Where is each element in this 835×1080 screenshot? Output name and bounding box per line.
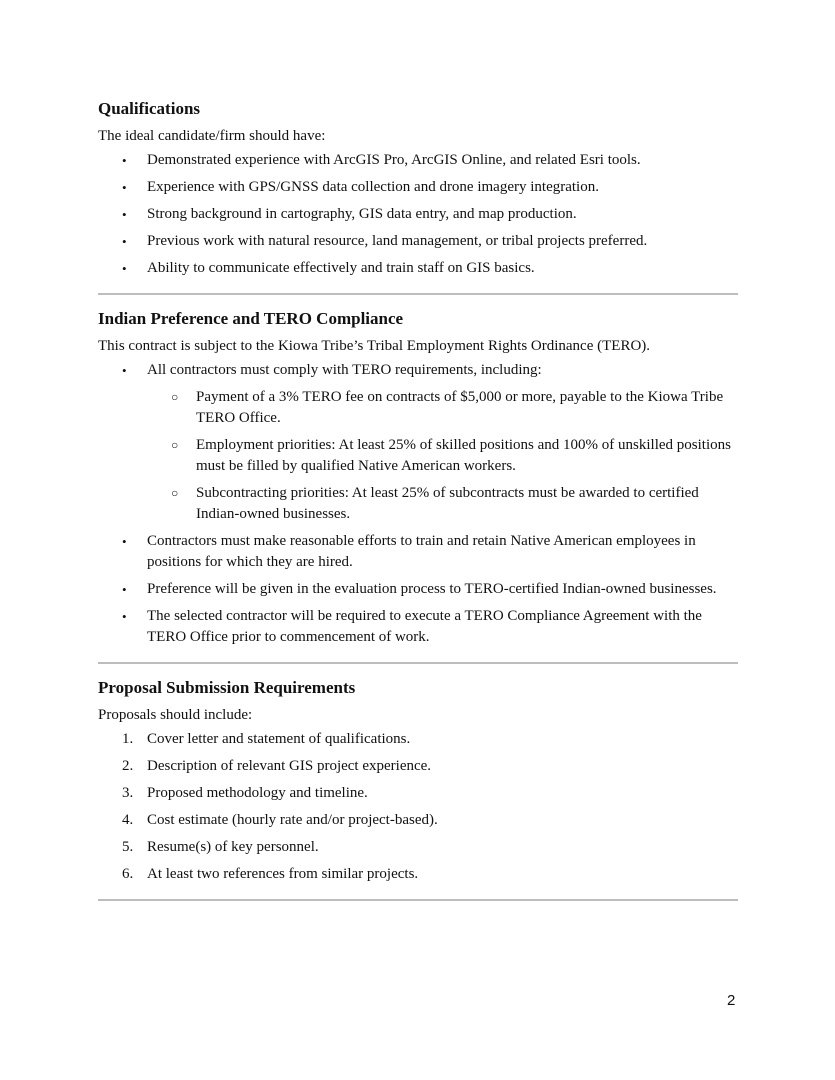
list-item <box>98 837 738 858</box>
list-item <box>98 729 738 750</box>
list-item-text: The selected contractor will be required to execute a TERO Compliance Agreement with the TERO Office prior to commencement of work. <box>147 608 702 645</box>
section-qualifications <box>98 98 738 279</box>
list-item <box>98 606 738 648</box>
bullet-icon: • <box>122 207 127 222</box>
sub-list-item-text: Subcontracting priorities: At least 25% of subcontracts must be awarded to certified Indian-owned businesses. <box>196 485 699 522</box>
sub-list-item-text: Payment of a 3% TERO fee on contracts of $5,000 or more, payable to the Kiowa Tribe TERO Office. <box>196 389 724 426</box>
tero-list <box>98 360 738 648</box>
hollow-bullet-icon: ○ <box>171 438 179 452</box>
section-intro: The ideal candidate/firm should have: <box>98 128 326 144</box>
bullet-icon: • <box>122 363 127 378</box>
section-heading: Indian Preference and TERO Compliance <box>98 309 404 328</box>
list-item-text: Experience with GPS/GNSS data collection and drone imagery integration. <box>147 179 599 195</box>
section-heading: Proposal Submission Requirements <box>98 678 356 697</box>
list-item-text: Resume(s) of key personnel. <box>147 839 319 855</box>
section-divider <box>98 293 738 295</box>
tero-sub-list <box>147 387 738 525</box>
section-proposal-requirements <box>98 677 738 885</box>
bullet-icon: • <box>122 234 127 249</box>
list-number: 4. <box>122 812 134 828</box>
proposal-requirements-list <box>98 729 738 885</box>
list-item <box>98 783 738 804</box>
bullet-icon: • <box>122 153 127 168</box>
list-item-text: Ability to communicate effectively and train staff on GIS basics. <box>147 260 535 276</box>
section-divider <box>98 899 738 901</box>
list-item <box>98 531 738 573</box>
sub-list-item <box>147 387 738 429</box>
list-item-text: Description of relevant GIS project experience. <box>147 758 432 774</box>
list-item <box>98 756 738 777</box>
section-intro: Proposals should include: <box>98 707 253 723</box>
section-heading: Qualifications <box>98 99 201 118</box>
list-number: 6. <box>122 866 134 882</box>
page-number: 2 <box>727 992 736 1009</box>
list-item <box>98 150 738 171</box>
document-page <box>98 98 738 914</box>
list-item <box>98 258 738 279</box>
bullet-icon: • <box>122 609 127 624</box>
list-item-text: At least two references from similar projects. <box>147 866 419 882</box>
list-item-text: Cover letter and statement of qualifications. <box>147 731 411 747</box>
list-item-text: Cost estimate (hourly rate and/or project-based). <box>147 812 438 828</box>
list-item-text: Proposed methodology and timeline. <box>147 785 368 801</box>
section-intro: This contract is subject to the Kiowa Tribe’s Tribal Employment Rights Ordinance (TERO). <box>98 338 651 354</box>
list-item-text: All contractors must comply with TERO requirements, including: <box>147 362 542 378</box>
list-item-text: Previous work with natural resource, land management, or tribal projects preferred. <box>147 233 648 249</box>
list-item-text: Strong background in cartography, GIS data entry, and map production. <box>147 206 577 222</box>
list-item-text: Contractors must make reasonable efforts to train and retain Native American employees in positions for which they are hired. <box>147 533 696 570</box>
bullet-icon: • <box>122 180 127 195</box>
bullet-icon: • <box>122 582 127 597</box>
sub-list-item-text: Employment priorities: At least 25% of skilled positions and 100% of unskilled positions must be filled by qualified Native American workers. <box>196 437 731 474</box>
sub-list-item <box>147 483 738 525</box>
list-item <box>98 579 738 600</box>
list-number: 3. <box>122 785 134 801</box>
list-item <box>98 177 738 198</box>
section-divider <box>98 662 738 664</box>
list-item <box>98 864 738 885</box>
bullet-icon: • <box>122 261 127 276</box>
list-item <box>98 810 738 831</box>
section-tero-compliance <box>98 308 738 648</box>
list-number: 1. <box>122 731 134 747</box>
list-item-text: Demonstrated experience with ArcGIS Pro, ArcGIS Online, and related Esri tools. <box>147 152 641 168</box>
list-number: 2. <box>122 758 134 774</box>
list-item <box>98 360 738 525</box>
list-item-text: Preference will be given in the evaluation process to TERO-certified Indian-owned businesses. <box>147 581 717 597</box>
hollow-bullet-icon: ○ <box>171 390 179 404</box>
qualifications-list <box>98 150 738 279</box>
bullet-icon: • <box>122 534 127 549</box>
list-number: 5. <box>122 839 134 855</box>
list-item <box>98 204 738 225</box>
sub-list-item <box>147 435 738 477</box>
list-item <box>98 231 738 252</box>
hollow-bullet-icon: ○ <box>171 486 179 500</box>
